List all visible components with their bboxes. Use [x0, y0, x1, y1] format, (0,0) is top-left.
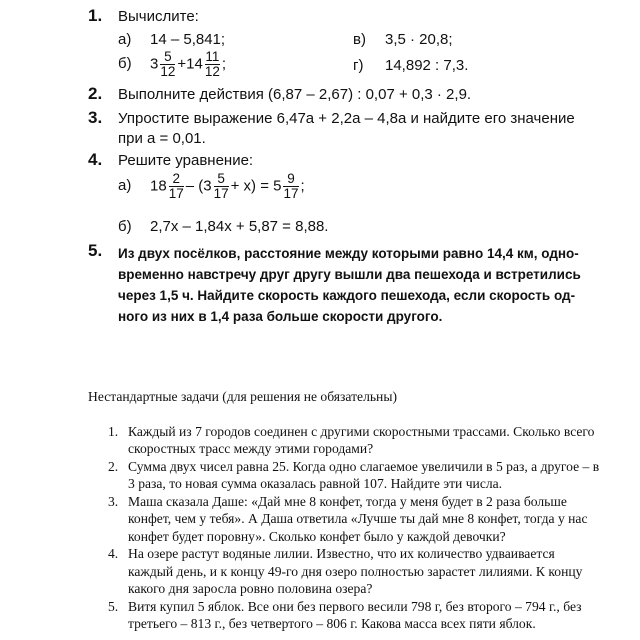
punct: ; — [221, 55, 227, 73]
task-part — [353, 57, 468, 74]
task-part — [118, 218, 328, 235]
list-item — [88, 493, 603, 546]
list-item — [88, 423, 603, 458]
numerator: 9 — [287, 171, 295, 186]
list-item — [88, 598, 603, 633]
item-text: Сумма двух чисел равна 25. Когда одно слагаемое увеличили в 5 раз, а другое – в 3 раза, то новая сумма оказалась равной 107. Найдите эти числа. — [128, 458, 600, 491]
list-item — [88, 458, 603, 493]
part-label: г) — [353, 57, 364, 74]
task-number: 4. — [88, 150, 103, 169]
section-heading: Нестандартные задачи (для решения не обязательны) — [88, 389, 397, 404]
text-line: через 1,5 ч. Найдите скорость каждого пешехода, если скорость од- — [118, 288, 576, 303]
part-label: а) — [118, 177, 132, 195]
part-expression: 14 – 5,841; — [150, 31, 226, 48]
item-text: Каждый из 7 городов соединен с другими скоростными трассами. Сколько всего скоростных трасс между этими городами? — [128, 423, 595, 456]
extra-tasks-section — [88, 388, 603, 633]
task-number: 3. — [88, 108, 103, 127]
denominator: 17 — [168, 186, 184, 201]
task-number: 1. — [88, 6, 103, 25]
item-text: Витя купил 5 яблок. Все они без первого весили 798 г, без второго – 794 г., без третьего – 813 г., без четвертого – 806 г. Какова масса всех пяти яблок. — [128, 598, 582, 631]
denominator: 12 — [160, 64, 176, 79]
denominator: 12 — [204, 64, 220, 79]
item-number: 4. — [108, 546, 119, 561]
fraction — [160, 50, 175, 79]
task-text: Упростите выражение 6,47a + 2,2a – 4,8a и найдите его значение — [118, 110, 575, 127]
text-line: ного из них в 1,4 раза больше скорости другого. — [118, 309, 443, 324]
task-number: 2. — [88, 84, 103, 103]
task-text: Решите уравнение: — [118, 152, 254, 169]
task-text: Выполните действия (6,87 – 2,67) : 0,07 + 0,3 · 2,9. — [118, 86, 472, 103]
part-label: а) — [118, 31, 132, 48]
item-text: На озере растут водяные лилии. Известно, что их количество удваивается каждый день, и к концу 49-го дня озеро полностью зарастет лилиями. К концу какого дня заросла ровно половина озера? — [128, 546, 583, 596]
numerator: 5 — [217, 171, 225, 186]
task-text: Вычислите: — [118, 8, 199, 25]
task-part — [118, 31, 225, 48]
item-number: 5. — [108, 598, 119, 614]
fraction — [283, 172, 298, 201]
part-label: б) — [118, 218, 132, 235]
fraction — [169, 172, 184, 201]
item-text: Маша сказала Даше: «Дай мне 8 конфет, тогда у меня будет в 2 раза больше конфет, чем у тебя». А Даша ответила «Лучше ты дай мне 8 конфет, тогда у нас конфет будет поровну». Сколько конфет было у каждой девочки? — [128, 493, 588, 544]
fraction — [214, 172, 229, 201]
numerator: 11 — [205, 49, 220, 64]
item-number: 1. — [108, 423, 119, 439]
part-expression: 14,892 : 7,3. — [385, 57, 469, 74]
whole-part: 3 — [150, 55, 159, 73]
task-part — [353, 31, 453, 48]
task-text — [118, 243, 628, 327]
extra-task-list — [88, 423, 603, 633]
punct: ; — [300, 177, 305, 195]
part-expression: 2,7x – 1,84x + 5,87 = 8,88. — [150, 218, 329, 235]
operator: + x) = 5 — [230, 177, 282, 195]
operator: – (3 — [185, 177, 212, 195]
part-label: б) — [118, 55, 132, 73]
numerator: 5 — [164, 49, 172, 64]
denominator: 17 — [283, 186, 299, 201]
task-number: 5. — [88, 241, 103, 260]
denominator: 17 — [213, 186, 229, 201]
list-item — [88, 545, 603, 598]
fraction — [205, 50, 220, 79]
numerator: 2 — [172, 171, 180, 186]
task-text: при a = 0,01. — [118, 130, 206, 147]
item-number: 2. — [108, 458, 119, 474]
operator: +14 — [177, 55, 203, 73]
task-part — [118, 50, 226, 79]
task-part — [118, 172, 305, 201]
text-line: временно навстречу друг другу вышли два пешехода и встретились — [118, 267, 581, 282]
whole-part: 18 — [150, 177, 167, 195]
part-expression: 3,5 · 20,8; — [385, 31, 453, 48]
item-number: 3. — [108, 493, 119, 509]
part-label: в) — [353, 31, 366, 48]
text-line: Из двух посёлков, расстояние между которыми равно 14,4 км, одно- — [118, 246, 579, 261]
